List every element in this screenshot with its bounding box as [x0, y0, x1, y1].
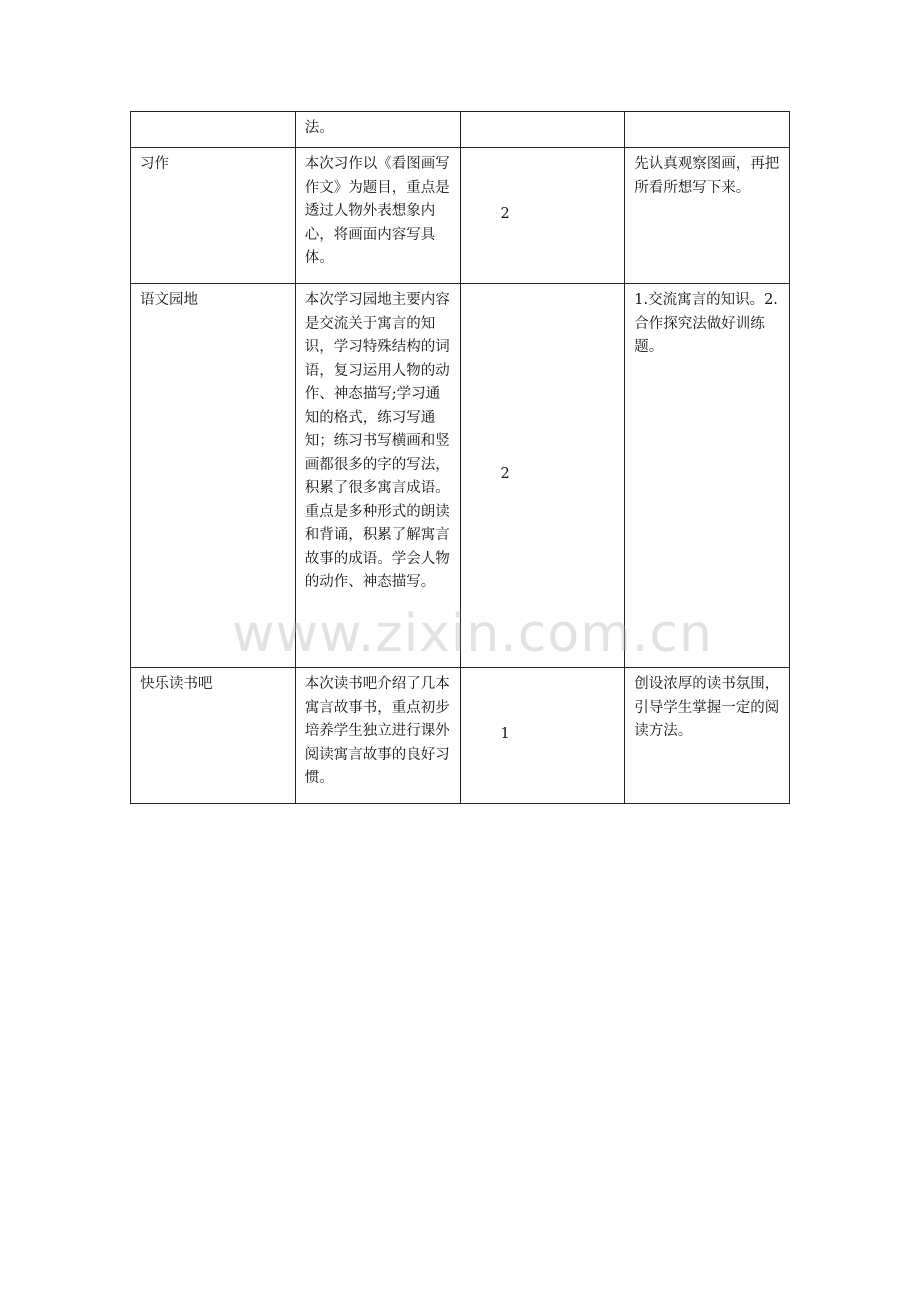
watermark: www.zixin.com.cn — [232, 604, 713, 664]
unit-cell: 语文园地 — [131, 284, 296, 668]
content-cell: 法。 — [295, 112, 460, 148]
method-cell: 1.交流寓言的知识。2.合作探究法做好训练题。 — [625, 284, 790, 668]
method-cell: 创设浓厚的读书氛围，引导学生掌握一定的阅读方法。 — [625, 668, 790, 804]
table-row — [131, 112, 790, 148]
table-row — [131, 148, 790, 284]
content-cell: 本次读书吧介绍了几本寓言故事书，重点初步培养学生独立进行课外阅读寓言故事的良好习惯。 — [295, 668, 460, 804]
table-row — [131, 668, 790, 804]
method-cell — [625, 112, 790, 148]
hours-cell: 2 — [460, 284, 625, 668]
table-row — [131, 284, 790, 668]
unit-cell: 快乐读书吧 — [131, 668, 296, 804]
method-cell: 先认真观察图画，再把所看所想写下来。 — [625, 148, 790, 284]
content-cell: 本次习作以《看图画写作文》为题目，重点是透过人物外表想象内心，将画面内容写具体。 — [295, 148, 460, 284]
hours-cell — [460, 112, 625, 148]
hours-cell: 2 — [460, 148, 625, 284]
lesson-plan-table — [130, 111, 790, 804]
hours-cell: 1 — [460, 668, 625, 804]
content-cell: 本次学习园地主要内容是交流关于寓言的知识，学习特殊结构的词语，复习运用人物的动作、神态描写;学习通知的格式，练习写通知；练习书写横画和竖画都很多的字的写法，积累了很多寓言成语。重点是多种形式的朗读和背诵，积累了解寓言故事的成语。学会人物的动作、神态描写。 — [295, 284, 460, 668]
unit-cell: 习作 — [131, 148, 296, 284]
unit-cell — [131, 112, 296, 148]
